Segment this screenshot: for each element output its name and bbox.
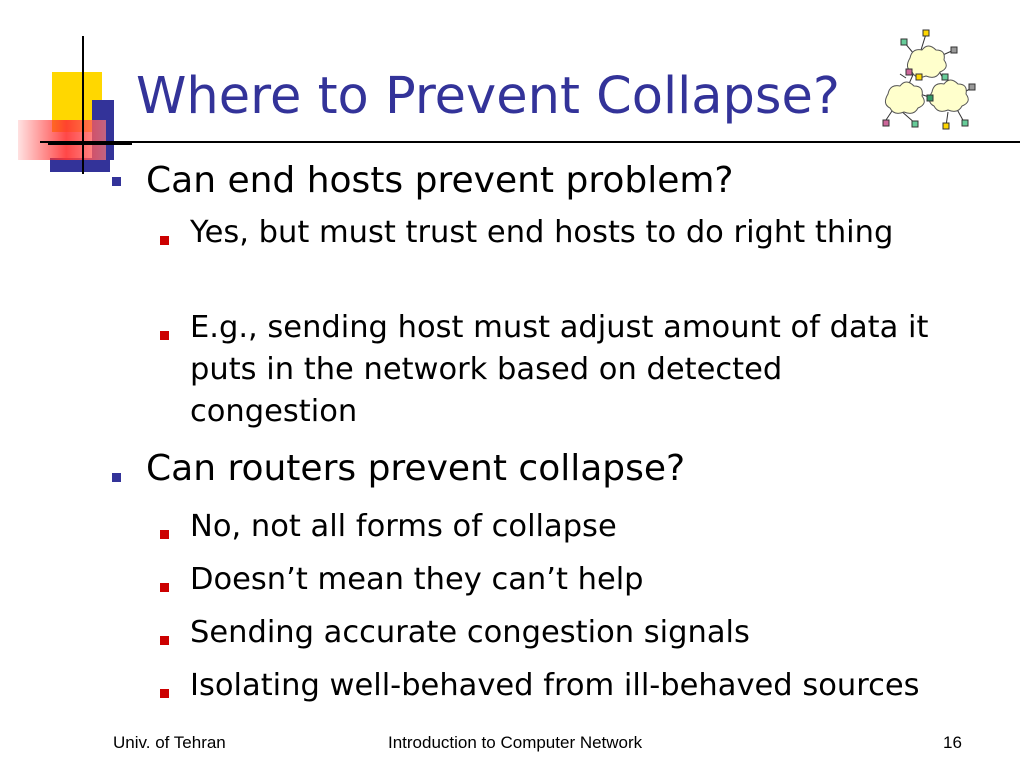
- page-number: 16: [943, 733, 962, 752]
- bullet-level2-item: Doesn’t mean they can’t help: [190, 562, 644, 597]
- slide-title: Where to Prevent Collapse?: [136, 67, 840, 126]
- sub-bullet-square-icon: [160, 583, 169, 592]
- bullet-level2-item: No, not all forms of collapse: [190, 509, 617, 544]
- bullet-level2-item: Yes, but must trust end hosts to do right thing: [190, 215, 894, 250]
- bullet-level2-item: Isolating well-behaved from ill-behaved sources: [190, 668, 920, 703]
- sub-bullet-square-icon: [160, 530, 169, 539]
- sub-bullet-square-icon: [160, 331, 169, 340]
- footer-center: Introduction to Computer Network: [388, 733, 643, 752]
- sub-bullet-square-icon: [160, 636, 169, 645]
- sub-bullet-square-icon: [160, 689, 169, 698]
- bullet-level1-item: Can routers prevent collapse?: [146, 448, 686, 489]
- bullet-level2-item: E.g., sending host must adjust amount of data it puts in the network based on detected congestion: [190, 310, 929, 429]
- bullet-level1-item: Can end hosts prevent problem?: [146, 160, 734, 201]
- bullet-level2-item: Sending accurate congestion signals: [190, 615, 750, 650]
- sub-bullet-square-icon: [160, 236, 169, 245]
- footer-left: Univ. of Tehran: [113, 733, 226, 752]
- bullet-square-icon: [112, 473, 121, 482]
- bullet-square-icon: [112, 177, 121, 186]
